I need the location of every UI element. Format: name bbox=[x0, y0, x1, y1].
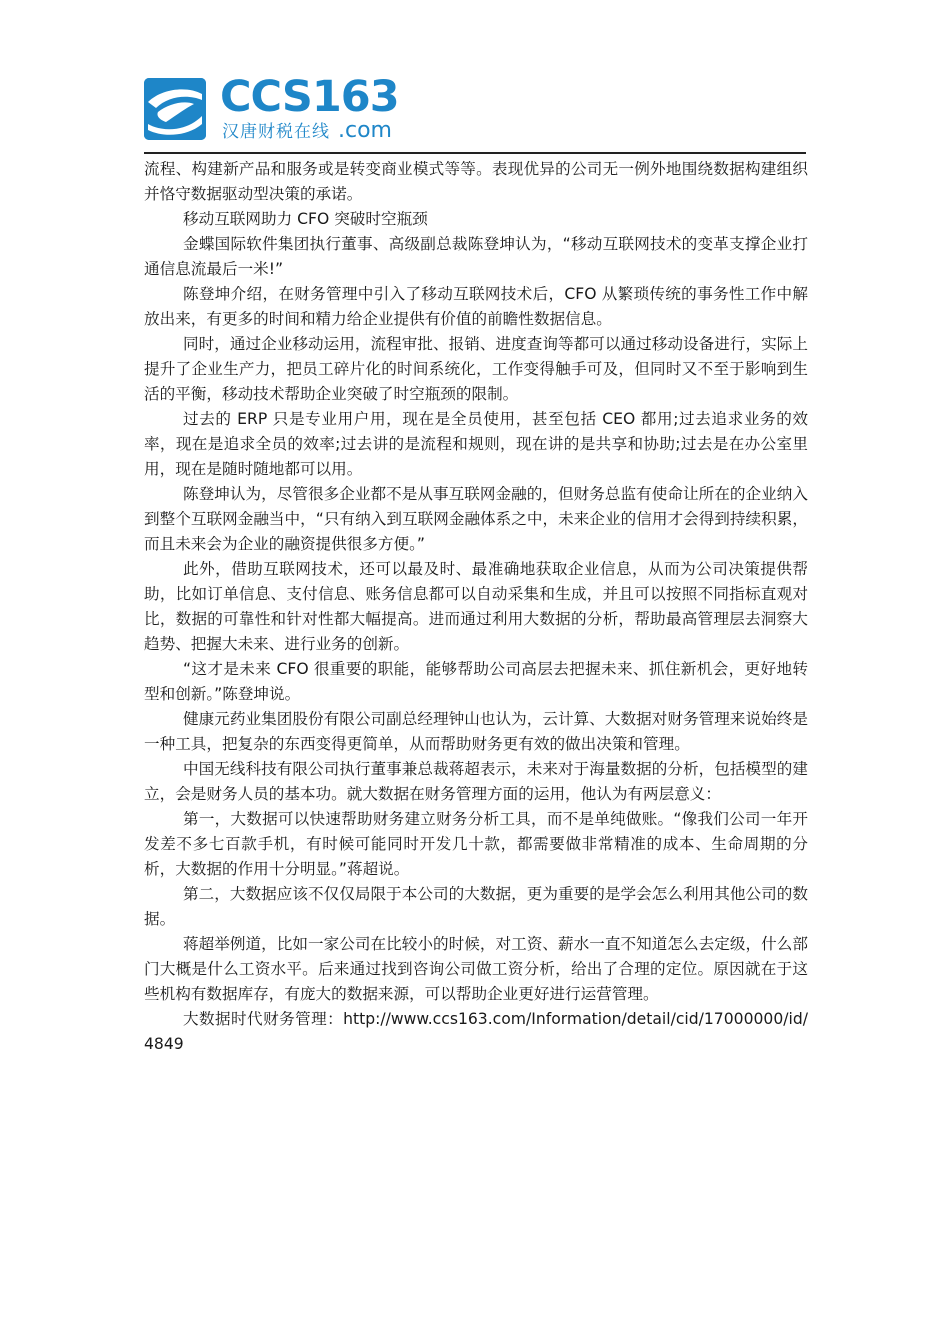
source-link[interactable]: 大数据时代财务管理：http://www.ccs163.com/Information/detail/cid/17000000/id/4849 bbox=[144, 1010, 808, 1053]
paragraph: 健康元药业集团股份有限公司副总经理钟山也认为，云计算、大数据对财务管理来说始终是一种工具，把复杂的东西变得更简单，从而帮助财务更有效的做出决策和管理。 bbox=[144, 710, 808, 753]
article-body bbox=[144, 157, 808, 1057]
paragraph: 陈登坤介绍，在财务管理中引入了移动互联网技术后，CFO 从繁琐传统的事务性工作中解放出来，有更多的时间和精力给企业提供有价值的前瞻性数据信息。 bbox=[144, 285, 808, 328]
logo-wordmark: CCS163 bbox=[220, 72, 399, 122]
paragraph-quote: “这才是未来 CFO 很重要的职能，能够帮助公司高层去把握未来、抓住新机会，更好地转型和创新。”陈登坤说。 bbox=[144, 660, 808, 703]
paragraph: 同时，通过企业移动运用，流程审批、报销、进度查询等都可以通过移动设备进行，实际上提升了企业生产力，把员工碎片化的时间系统化，工作变得触手可及，但同时又不至于影响到生活的平衡，移动技术帮助企业突破了时空瓶颈的限制。 bbox=[144, 335, 808, 403]
paragraph: 金蝶国际软件集团执行董事、高级副总裁陈登坤认为，“移动互联网技术的变革支撑企业打通信息流最后一米!” bbox=[144, 235, 808, 278]
paragraph: 此外，借助互联网技术，还可以最及时、最准确地获取企业信息，从而为公司决策提供帮助，比如订单信息、支付信息、账务信息都可以自动采集和生成，并且可以按照不同指标直观对比，数据的可靠性和针对性都大幅提高。进而通过利用大数据的分析，帮助最高管理层去洞察大趋势、把握大未来、进行业务的创新。 bbox=[144, 560, 808, 653]
logo-subtitle bbox=[222, 120, 392, 143]
ccs163-logo bbox=[144, 72, 406, 144]
paragraph-continued: 流程、构建新产品和服务或是转变商业模式等等。表现优异的公司无一例外地围绕数据构建组织并恪守数据驱动型决策的承诺。 bbox=[144, 160, 808, 203]
section-heading: 移动互联网助力 CFO 突破时空瓶颈 bbox=[183, 210, 428, 228]
ccs163-s-logo-icon bbox=[144, 78, 206, 140]
paragraph: 蒋超举例道，比如一家公司在比较小的时候，对工资、薪水一直不知道怎么去定级，什么部门大概是什么工资水平。后来通过找到咨询公司做工资分析，给出了合理的定位。原因就在于这些机构有数据库存，有庞大的数据来源，可以帮助企业更好进行运营管理。 bbox=[144, 935, 808, 1003]
paragraph: 第一，大数据可以快速帮助财务建立财务分析工具，而不是单纯做账。“像我们公司一年开发差不多七百款手机，有时候可能同时开发几十款，都需要做非常精准的成本、生命周期的分析，大数据的作用十分明显。”蒋超说。 bbox=[144, 810, 808, 878]
logo-subtitle-domain: .com bbox=[338, 118, 392, 143]
logo-subtitle-chinese: 汉唐财税在线 bbox=[222, 122, 330, 142]
paragraph: 过去的 ERP 只是专业用户用，现在是全员使用，甚至包括 CEO 都用;过去追求业务的效率，现在是追求全员的效率;过去讲的是流程和规则，现在讲的是共享和协助;过去是在办公室里用，现在是随时随地都可以用。 bbox=[144, 410, 808, 478]
paragraph: 陈登坤认为，尽管很多企业都不是从事互联网金融的，但财务总监有使命让所在的企业纳入到整个互联网金融当中，“只有纳入到互联网金融体系之中，未来企业的信用才会得到持续积累，而且未来会为企业的融资提供很多方便。” bbox=[144, 485, 808, 553]
paragraph: 第二，大数据应该不仅仅局限于本公司的大数据，更为重要的是学会怎么利用其他公司的数据。 bbox=[144, 885, 808, 928]
header-divider bbox=[144, 152, 806, 154]
paragraph: 中国无线科技有限公司执行董事兼总裁蒋超表示，未来对于海量数据的分析，包括模型的建立，会是财务人员的基本功。就大数据在财务管理方面的运用，他认为有两层意义： bbox=[144, 760, 808, 803]
